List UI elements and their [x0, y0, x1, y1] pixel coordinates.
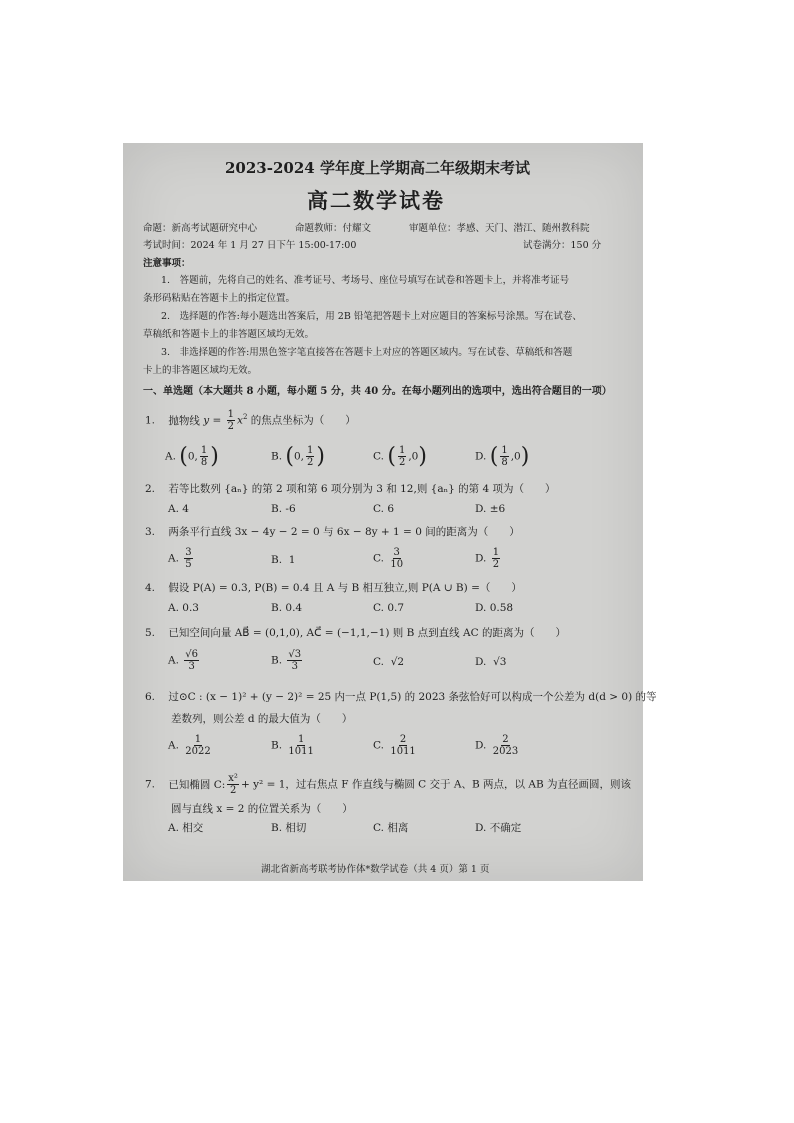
question-5 [145, 625, 566, 640]
math-expr: y = [203, 414, 222, 427]
fraction-numerator: 1 [492, 547, 500, 558]
fraction-denominator: 2 [229, 785, 237, 796]
option-d[interactable]: D. ±6 [475, 503, 506, 515]
fraction-numerator: 1 [307, 445, 314, 456]
question-number: 1. [145, 414, 156, 427]
fraction-denominator: 5 [185, 559, 192, 570]
option-a[interactable] [168, 734, 214, 757]
review-line: 审题单位：孝感、天门、潜江、随州教科院 [409, 223, 590, 234]
option-b[interactable]: B. (0, $\frac{1}{2}$ ) [271, 444, 325, 469]
option-label: A. [168, 654, 179, 667]
question-number: 4. [145, 582, 156, 594]
fraction-numerator: 1 [501, 445, 508, 456]
option-label: B. [271, 654, 283, 667]
option-label: D. [475, 450, 487, 463]
option-d[interactable]: D. ( $\frac{1}{8}$ ,0) [475, 444, 530, 469]
option-d[interactable]: D. 不确定 [475, 822, 522, 834]
option-b[interactable] [271, 734, 317, 757]
option-a[interactable] [168, 649, 201, 672]
question-7 [145, 773, 631, 796]
option-d[interactable] [475, 547, 502, 570]
question-4 [145, 580, 522, 595]
option-c[interactable]: C. 相离 [373, 822, 409, 834]
option-c[interactable] [373, 734, 419, 757]
option-value: ,0 [408, 450, 419, 463]
teacher-line: 命题教师：付耀文 [295, 223, 372, 234]
fraction-denominator: 2 [492, 559, 500, 570]
question-number: 5. [145, 627, 156, 639]
fraction-denominator: 2 [307, 457, 314, 468]
option-value: 0, [294, 450, 305, 463]
question-3 [145, 524, 520, 539]
notice-line: 卡上的非答题区域均无效。 [143, 365, 258, 376]
option-label: D. [475, 552, 487, 565]
page-footer: 湖北省新高考联考协作体*数学试卷（共 4 页）第 1 页 [261, 864, 490, 875]
option-b[interactable]: B. 相切 [271, 822, 307, 834]
notice-line: 1. 答题前，先将自己的姓名、准考证号、考场号、座位号填写在试卷和答题卡上，并将准考证号 [161, 275, 570, 286]
fraction-denominator: 10 [390, 559, 404, 570]
exam-paper-photo [123, 143, 657, 881]
full-score: 试卷满分：150 分 [523, 240, 602, 251]
option-b[interactable]: B. -6 [271, 503, 296, 515]
option-value: 1 [288, 554, 296, 566]
fraction-denominator: 2023 [492, 746, 519, 757]
option-c[interactable]: C. 6 [373, 503, 395, 515]
option-a[interactable] [168, 547, 195, 570]
option-label: D. [475, 739, 487, 752]
question-text: 抛物线 [168, 414, 200, 427]
fraction-numerator: √6 [185, 649, 198, 660]
option-label: A. [168, 739, 179, 752]
exam-time: 考试时间：2024 年 1 月 27 日下午 15:00-17:00 [143, 240, 357, 251]
fraction-numerator: x² [228, 773, 238, 784]
question-1 [145, 409, 356, 432]
fraction-denominator: 1011 [390, 746, 416, 757]
fraction-denominator: 2 [398, 457, 406, 468]
fraction-numerator: 1 [398, 445, 406, 456]
question-text: 的焦点坐标为（ ） [250, 414, 356, 427]
option-b[interactable] [271, 554, 295, 566]
fraction-numerator: √3 [288, 649, 302, 660]
option-label: D. [475, 656, 487, 668]
fraction-numerator: 1 [194, 734, 202, 745]
option-value: 0, [187, 450, 198, 463]
fraction-denominator: 1011 [288, 746, 314, 757]
question-2 [145, 481, 556, 496]
question-text: 假设 P(A) = 0.3, P(B) = 0.4 且 A 与 B 相互独立,则 P(A ∪ B) =（ ） [168, 582, 522, 594]
fraction-denominator: 2 [227, 421, 235, 432]
option-label: C. [373, 450, 384, 463]
exam-title: 2023-2024 学年度上学期高二年级期末考试 [225, 159, 530, 177]
fraction-numerator: 2 [399, 734, 407, 745]
question-number: 7. [145, 778, 156, 791]
option-label: C. [373, 552, 384, 565]
option-d[interactable]: D. 0.58 [475, 602, 514, 614]
option-c[interactable] [373, 547, 406, 570]
fraction [227, 409, 235, 432]
question-7-line2: 圆与直线 x = 2 的位置关系为（ ） [171, 803, 353, 815]
option-label: A. [168, 552, 179, 565]
option-value: √3 [493, 656, 507, 668]
exam-subtitle: 高二数学试卷 [307, 188, 445, 213]
question-text: + y² = 1，过右焦点 F 作直线与椭圆 C 交于 A、B 两点，以 AB 为直径画圆，则该 [240, 778, 632, 791]
option-b[interactable] [271, 649, 304, 672]
fraction-numerator: 3 [185, 547, 192, 558]
question-6-line2: 差数列，则公差 d 的最大值为（ ） [171, 713, 353, 725]
option-label: B. [271, 450, 283, 463]
notice-line: 3. 非选择题的作答:用黑色签字笔直接答在答题卡上对应的答题区域内。写在试卷、草稿纸和答题 [161, 347, 573, 358]
notice-line: 2. 选择题的作答:每小题选出答案后，用 2B 铅笔把答题卡上对应题目的答案标号涂黑。写在试卷、 [161, 311, 582, 322]
option-label: A. [165, 450, 176, 463]
fraction-numerator: 3 [393, 547, 400, 558]
option-a[interactable]: A. (0, $\frac{1}{8}$ ) [165, 444, 219, 469]
option-value: ,0 [510, 450, 521, 463]
notice-line: 草稿纸和答题卡上的非答题区域均无效。 [143, 329, 315, 340]
fraction-numerator: 1 [227, 409, 235, 420]
notice-line: 条形码粘贴在答题卡上的指定位置。 [143, 293, 296, 304]
fraction-numerator: 2 [502, 734, 509, 745]
math-expr: x [237, 414, 243, 427]
notice-heading: 注意事项： [143, 258, 191, 269]
question-6 [145, 689, 657, 704]
option-c[interactable]: C. 0.7 [373, 602, 405, 614]
section-heading: 一、单选题（本大题共 8 小题，每小题 5 分，共 40 分。在每小题列出的选项中，选出符合题目的一项） [143, 386, 612, 397]
proposer-line: 命题：新高考试题研究中心 [143, 223, 258, 234]
question-text: 两条平行直线 3x − 4y − 2 = 0 与 6x − 8y + 1 = 0 间的距离为（ ） [168, 526, 520, 538]
option-c[interactable]: C. ( $\frac{1}{2}$ ,0) [373, 444, 427, 469]
fraction-denominator: 8 [200, 457, 208, 468]
question-text: 过⊙C : (x − 1)² + (y − 2)² = 25 内一点 P(1,5) 的 2023 条弦恰好可以构成一个公差为 d(d > 0) 的等 [168, 691, 657, 703]
question-text: 若等比数列 {aₙ} 的第 2 项和第 6 项分别为 3 和 12,则 {aₙ} 的第 4 项为（ ） [168, 483, 556, 495]
question-text: 已知椭圆 C: [168, 778, 226, 791]
question-number: 6. [145, 691, 156, 703]
exponent: 2 [242, 413, 248, 421]
fraction-denominator: 3 [291, 661, 298, 672]
option-a[interactable]: A. 4 [168, 503, 189, 515]
fraction-denominator: 2022 [185, 746, 211, 757]
option-d[interactable] [475, 734, 521, 757]
question-number: 3. [145, 526, 156, 538]
option-d[interactable] [475, 656, 506, 668]
option-a[interactable]: A. 0.3 [168, 602, 199, 614]
question-text: 已知空间向量 AB⃗ = (0,1,0), AC⃗ = (−1,1,−1) 则 B 点到直线 AC 的距离为（ ） [168, 627, 566, 639]
option-c[interactable] [373, 656, 404, 668]
fraction-numerator: 1 [200, 445, 208, 456]
option-b[interactable]: B. 0.4 [271, 602, 303, 614]
option-label: B. [271, 554, 283, 566]
fraction-denominator: 8 [501, 457, 508, 468]
option-label: C. [373, 739, 384, 752]
question-number: 2. [145, 483, 156, 495]
option-label: C. [373, 656, 384, 668]
option-label: B. [271, 739, 283, 752]
option-value: √2 [390, 656, 405, 668]
fraction-numerator: 1 [297, 734, 305, 745]
fraction-denominator: 3 [188, 661, 195, 672]
option-a[interactable]: A. 相交 [168, 822, 204, 834]
